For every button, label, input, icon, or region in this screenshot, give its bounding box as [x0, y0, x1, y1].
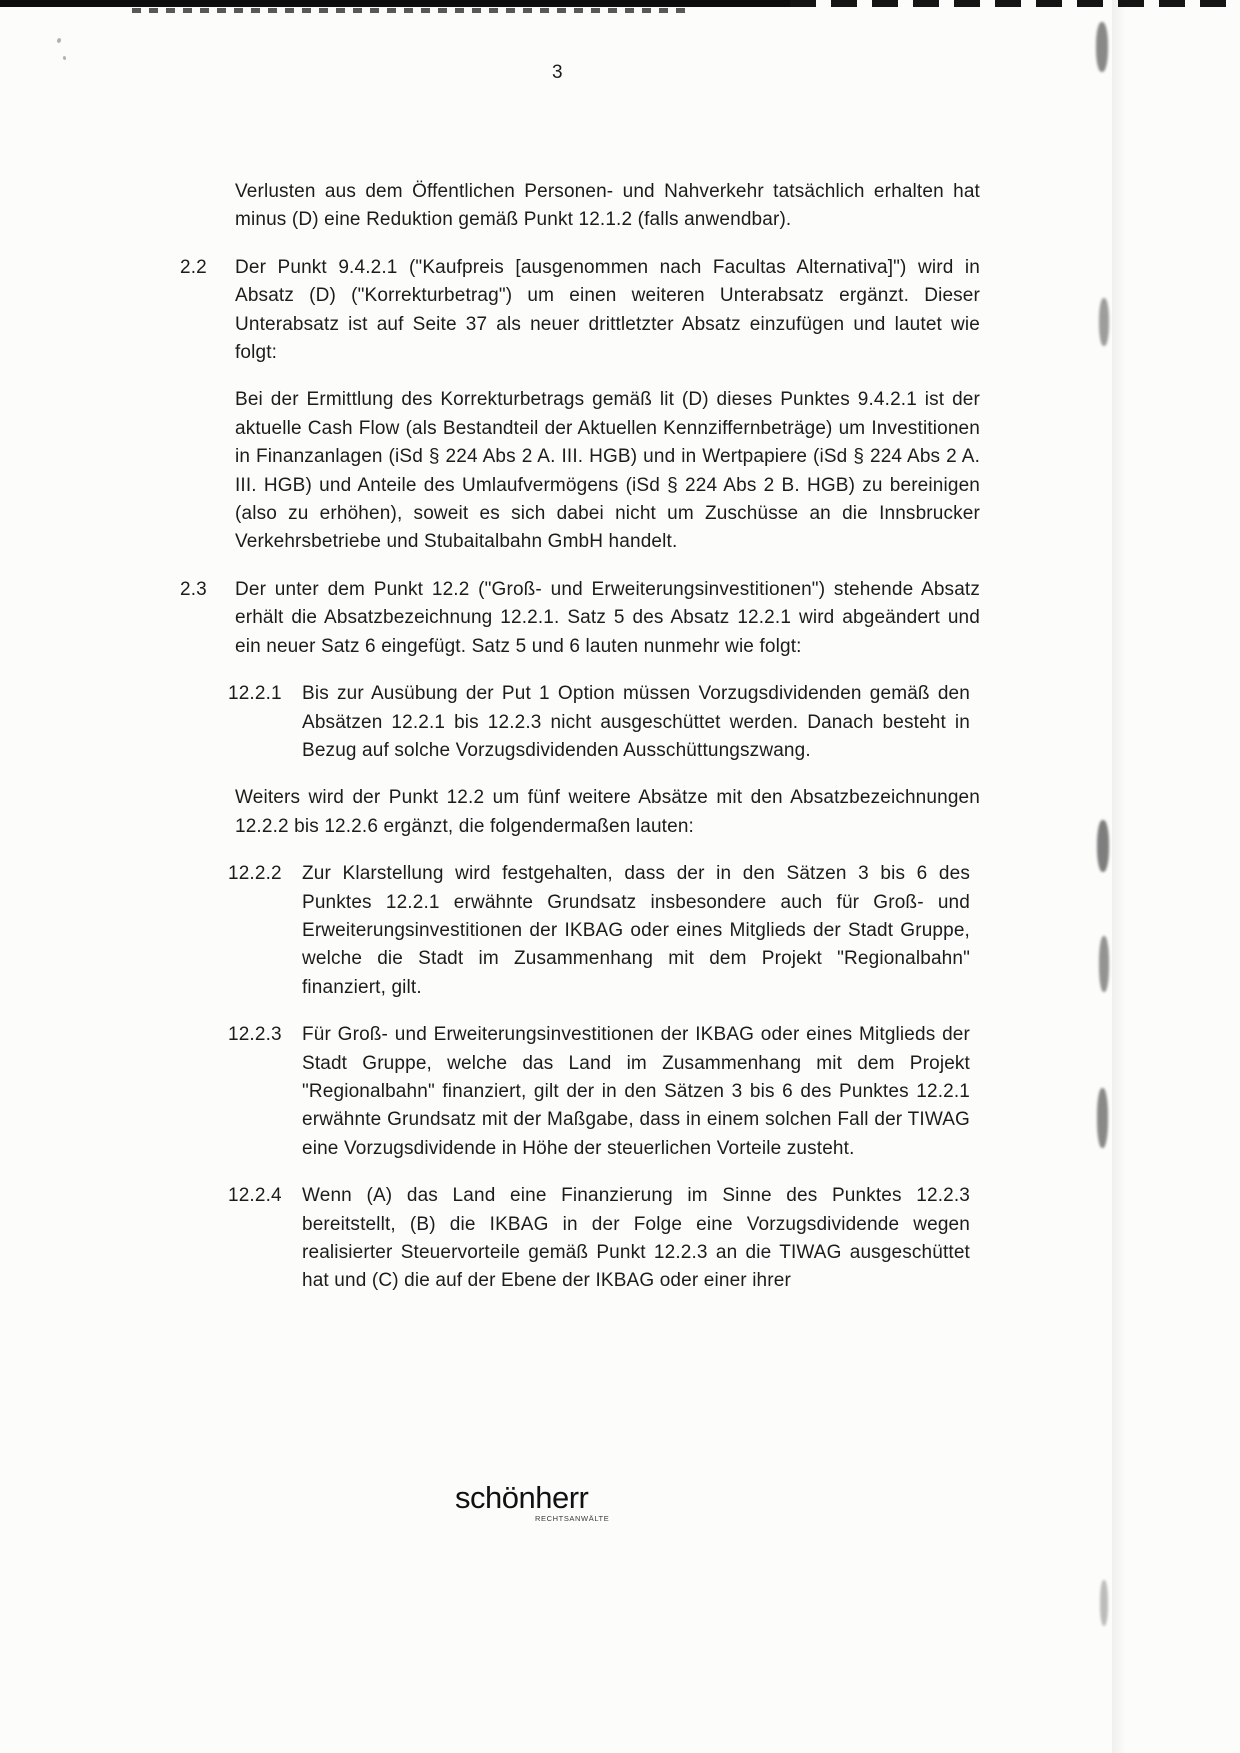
clause-text: Wenn (A) das Land eine Finanzierung im Sinne des Punktes 12.2.3 bereitstellt, (B) die IKBAG in der Folge eine Vorzugsdividende wegen realisierter Steuervorteile gemäß Punkt 12.2.3 an die TIWAG ausgeschüttet hat und (C) die auf der Ebene der IKBAG oder einer ihrer: [302, 1185, 970, 1292]
section-number: 2.3: [180, 578, 207, 600]
clause-12-2-4: [228, 1182, 982, 1296]
clause-12-2-2: [228, 860, 982, 1002]
scan-artifact-top-dashes-2: [132, 8, 692, 13]
paragraph-continuation: Verlusten aus dem Öffentlichen Personen- und Nahverkehr tatsächlich erhalten hat minus (D) eine Reduktion gemäß Punkt 12.1.2 (falls anwendbar).: [235, 181, 980, 231]
scan-artifact-speck: [56, 37, 61, 43]
footer-logo: [455, 1480, 655, 1523]
schoenherr-logo: schönherr: [455, 1480, 589, 1515]
page-number: 3: [552, 62, 563, 83]
section-text: Der unter dem Punkt 12.2 ("Groß- und Erweiterungsinvestitionen") stehende Absatz erhält die Absatzbezeichnung 12.2.1. Satz 5 des Absatz 12.2.1 wird abgeändert und ein neuer Satz 6 eingefügt. Satz 5 und 6 lauten nunmehr wie folgt:: [235, 578, 980, 657]
clause-number: 12.2.3: [228, 1024, 282, 1046]
scan-artifact-speck: [63, 56, 67, 61]
section-2-3: [180, 576, 982, 661]
clause-text: Bis zur Ausübung der Put 1 Option müssen Vorzugsdividenden gemäß den Absätzen 12.2.1 bis 12.2.3 nicht ausgeschüttet werden. Danach besteht in Bezug auf solche Vorzugsdividenden Ausschüttungszwang.: [302, 683, 970, 761]
scan-artifact-top-dashes: [790, 0, 1240, 7]
scan-artifact-smudge: [1097, 820, 1109, 872]
scan-artifact-edge-band: [1112, 0, 1126, 1753]
scan-artifact-smudge: [1097, 1088, 1108, 1148]
paragraph-weiters: Weiters wird der Punkt 12.2 um fünf weitere Absätze mit den Absatzbezeichnungen 12.2.2 bis 12.2.6 ergänzt, die folgendermaßen lauten:: [235, 787, 980, 837]
footer-logo-subtitle: RECHTSANWÄLTE: [535, 1514, 610, 1523]
clause-text: Für Groß- und Erweiterungsinvestitionen der IKBAG oder eines Mitglieds der Stadt Gruppe, welche das Land im Zusammenhang mit dem Projekt "Regionalbahn" finanziert, gilt der in den Sätzen 3 bis 6 des Punktes 12.2.1 erwähnte Grundsatz mit der Maßgabe, dass in einem solchen Fall der TIWAG eine Vorzugsdividende in Höhe der steuerlichen Vorteile zusteht.: [302, 1024, 970, 1159]
document-body: [180, 178, 982, 1315]
scan-artifact-smudge: [1099, 298, 1109, 346]
section-2-2: [180, 254, 982, 368]
quoted-clause-paragraph: Bei der Ermittlung des Korrekturbetrags gemäß lit (D) dieses Punktes 9.4.2.1 ist der aktuelle Cash Flow (als Bestandteil der Aktuellen Kennziffernbeträge) um Investitionen in Finanzanlagen (iSd § 224 Abs 2 A. III. HGB) und in Wertpapiere (iSd § 224 Abs 2 A. III. HGB) und Anteile des Umlaufvermögens (iSd § 224 Abs 2 B. HGB) zu bereinigen (also zu erhöhen), soweit es sich dabei nicht um Zuschüsse an die Innsbrucker Verkehrsbetriebe und Stubaitalbahn GmbH handelt.: [235, 389, 980, 553]
section-text: Der Punkt 9.4.2.1 ("Kaufpreis [ausgenommen nach Facultas Alternativa]") wird in Absatz (D) ("Korrekturbetrag") um einen weiteren Unterabsatz ergänzt. Dieser Unterabsatz ist auf Seite 37 als neuer drittletzter Absatz einzufügen und lautet wie folgt:: [235, 256, 980, 364]
scan-artifact-smudge: [1099, 936, 1109, 992]
scan-artifact-smudge: [1100, 1580, 1108, 1626]
clause-text: Zur Klarstellung wird festgehalten, dass der in den Sätzen 3 bis 6 des Punktes 12.2.1 erwähnte Grundsatz insbesondere auch für Groß- und Erweiterungsinvestitionen der IKBAG oder eines Mitglieds der Stadt Gruppe, welche die Stadt im Zusammenhang mit dem Projekt "Regionalbahn" finanziert, gilt.: [302, 863, 970, 998]
clause-number: 12.2.2: [228, 863, 282, 885]
clause-12-2-3: [228, 1021, 982, 1163]
scan-artifact-smudge: [1096, 22, 1108, 72]
scan-artifact-top-bar: [0, 0, 790, 7]
clause-number: 12.2.1: [228, 683, 282, 705]
clause-number: 12.2.4: [228, 1185, 282, 1207]
clause-12-2-1: [228, 680, 982, 765]
section-number: 2.2: [180, 256, 207, 278]
